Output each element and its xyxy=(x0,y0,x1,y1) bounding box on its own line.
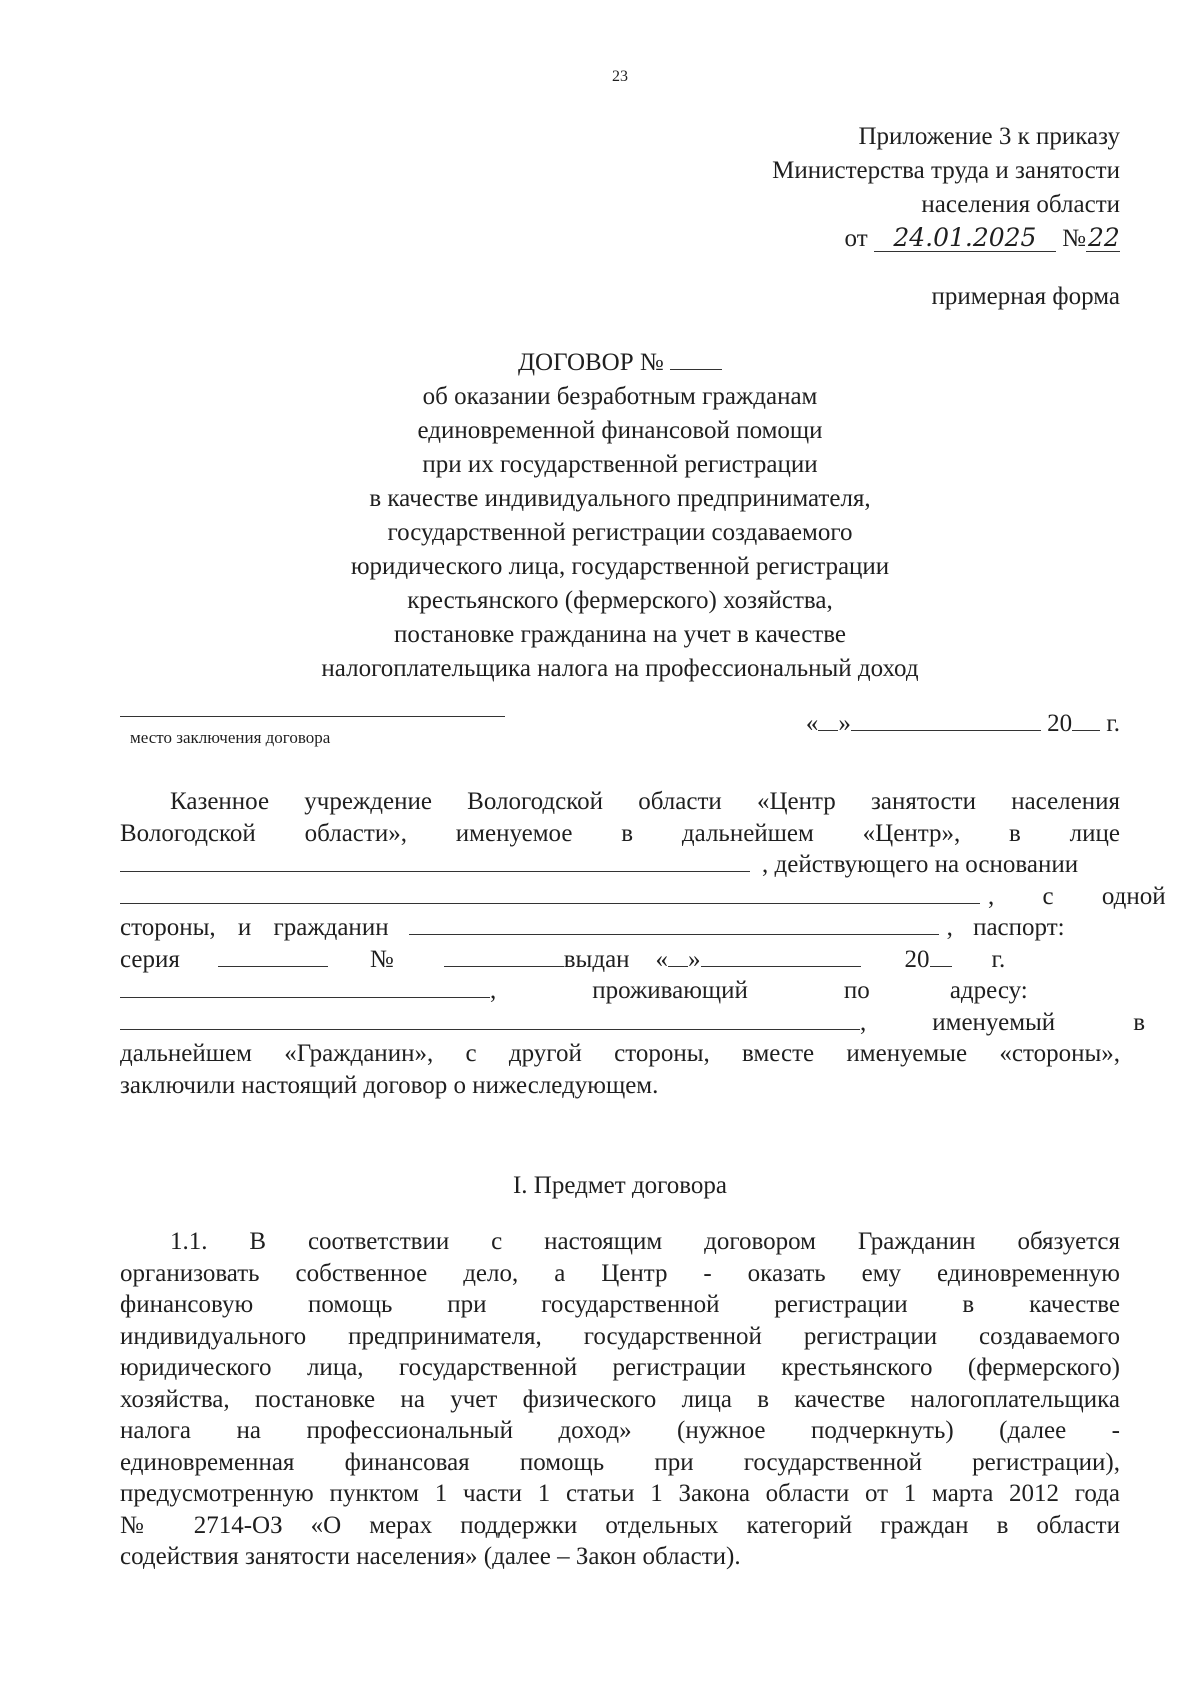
section-line: единовременная финансовая помощь при государственной регистрации), xyxy=(120,1448,1120,1476)
basis-blank xyxy=(120,881,980,904)
named-label: именуемый xyxy=(932,1008,1056,1036)
section-line: финансовую помощь при государственной регистрации в качестве xyxy=(120,1291,1120,1318)
section-line: 1.1. В соответствии с настоящим договором Гражданин обязуется xyxy=(170,1228,1120,1255)
page-number: 23 xyxy=(612,68,628,85)
year-suffix: г. xyxy=(1106,710,1120,737)
title-line: при их государственной регистрации xyxy=(422,451,818,478)
day-blank xyxy=(818,708,838,731)
intro-line-5-text: стороны, и гражданин xyxy=(120,914,389,941)
series-label: серия xyxy=(120,945,180,973)
intro-line-3-text: , действующего на основании xyxy=(762,851,1079,878)
issue-day-blank xyxy=(668,944,688,967)
appendix-date-line xyxy=(772,222,1120,256)
title-line: единовременной финансовой помощи xyxy=(417,417,823,444)
section-1-paragraph xyxy=(120,1226,1120,1573)
date-prefix: от xyxy=(844,225,868,252)
series-blank xyxy=(218,944,328,967)
passport-number-label: № xyxy=(369,945,394,973)
section-line: организовать собственное дело, а Центр - оказать ему единовременную xyxy=(120,1259,1120,1287)
comma: , xyxy=(860,1008,867,1036)
month-blank xyxy=(851,708,1041,731)
section-line: юридического лица, государственной регистрации крестьянского (фермерского) xyxy=(120,1354,1120,1381)
section-line: содействия занятости населения» (далее – Закон области). xyxy=(120,1543,741,1570)
issue-year-suffix: г. xyxy=(991,945,1006,973)
title-line: постановке гражданина на учет в качестве xyxy=(394,621,846,648)
address-label: адресу: xyxy=(949,977,1028,1004)
intro-line-4 xyxy=(120,881,1166,913)
number-prefix: № xyxy=(1062,225,1086,252)
section-line: предусмотренную пунктом 1 части 1 статьи 1 Закона области от 1 марта 2012 года xyxy=(120,1480,1120,1507)
issued-label: выдан xyxy=(563,945,630,973)
section-title: I. Предмет договора xyxy=(512,1172,728,1199)
representative-blank xyxy=(120,849,750,872)
section-line: хозяйства, постановке на учет физического лица в качестве налогоплательщика xyxy=(120,1385,1120,1413)
appendix-block xyxy=(772,120,1120,256)
intro-line-6 xyxy=(120,944,1120,976)
year-blank xyxy=(1072,708,1100,731)
title-line: крестьянского (фермерского) хозяйства, xyxy=(407,587,833,614)
form-label: примерная форма xyxy=(931,283,1120,310)
handwritten-number: 22 xyxy=(1088,223,1120,252)
intro-line-10: заключили настоящий договор о нижеследующем. xyxy=(120,1071,659,1099)
date-close-quote: » xyxy=(838,710,851,737)
year-prefix: 20 xyxy=(1047,710,1073,737)
section-line: индивидуального предпринимателя, государственной регистрации создаваемого xyxy=(120,1322,1120,1350)
place-blank xyxy=(120,716,505,717)
passport-number-blank xyxy=(444,944,564,967)
contract-title xyxy=(0,346,1200,686)
intro-line-4-text: , с одной xyxy=(988,882,1166,910)
title-line: в качестве индивидуального предпринимателя, xyxy=(369,485,871,512)
title-line: государственной регистрации создаваемого xyxy=(387,519,853,546)
place-caption: место заключения договора xyxy=(130,728,331,747)
issue-year-blank xyxy=(930,944,952,967)
issue-date-open: « xyxy=(655,945,669,973)
intro-line-3 xyxy=(120,849,1120,881)
intro-line-7 xyxy=(120,975,1120,1007)
intro-paragraph xyxy=(120,786,1166,1101)
at-label: по xyxy=(843,977,870,1004)
residing-label: проживающий xyxy=(592,977,748,1004)
contract-date-line xyxy=(806,708,1120,738)
issue-month-blank xyxy=(701,944,861,967)
intro-line-5-passport: , паспорт: xyxy=(946,914,1065,941)
date-open-quote: « xyxy=(805,710,819,737)
issue-date-close: » xyxy=(688,945,701,973)
section-line: налога на профессиональный доход» (нужное подчеркнуть) (далее - xyxy=(120,1417,1120,1444)
intro-line-8 xyxy=(120,1007,1145,1039)
contract-number-blank xyxy=(670,347,722,370)
comma: , xyxy=(490,977,497,1004)
intro-line-2: Вологодской области», именуемое в дальнейшем «Центр», в лице xyxy=(120,819,1120,847)
intro-line-1: Казенное учреждение Вологодской области «Центр занятости населения xyxy=(170,788,1120,815)
address-blank xyxy=(120,1007,860,1030)
issued-by-blank xyxy=(120,975,490,998)
intro-line-9: дальнейшем «Гражданин», с другой стороны, вместе именуемые «стороны», xyxy=(120,1040,1120,1067)
appendix-line-2: Министерства труда и занятости xyxy=(772,157,1120,184)
title-heading-line xyxy=(0,346,1200,380)
handwritten-date: 24.01.2025 xyxy=(874,225,1056,252)
in-label: в xyxy=(1133,1008,1145,1036)
intro-line-5 xyxy=(120,912,1120,944)
title-line: об оказании безработным гражданам xyxy=(422,383,818,410)
appendix-line-1: Приложение 3 к приказу xyxy=(858,123,1120,150)
title-line: налогоплательщика налога на профессиональный доход xyxy=(321,655,919,682)
citizen-name-blank xyxy=(409,912,939,935)
issue-year-prefix: 20 xyxy=(904,945,930,973)
title-heading: ДОГОВОР № xyxy=(518,349,664,376)
title-line: юридического лица, государственной регистрации xyxy=(350,553,890,580)
appendix-line-3: населения области xyxy=(921,191,1120,218)
section-line: № 2714-ОЗ «О мерах поддержки отдельных категорий граждан в области xyxy=(120,1511,1120,1539)
